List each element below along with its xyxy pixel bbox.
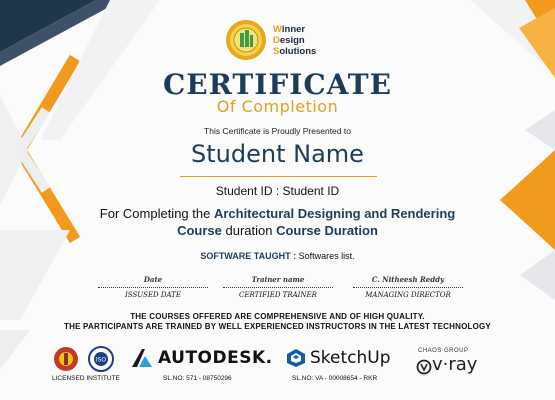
company-logo: [225, 18, 316, 62]
logo-text-solutions: olutions: [279, 45, 317, 57]
government-emblem-icon: [53, 346, 79, 372]
logo-text-winner: inner: [281, 23, 306, 35]
quality-line-2: THE PARTICIPANTS ARE TRAINED BY WELL EXPERIENCED INSTRUCTORS IN THE LATEST TECHNOLOGY: [64, 322, 491, 331]
completion-prefix: For Completing the: [99, 206, 214, 221]
software-label: SOFTWARE TAUGHT :: [200, 251, 297, 261]
autodesk-logo-icon: [130, 347, 154, 369]
signature-date-caption: ISSUSED DATE: [125, 291, 181, 299]
certificate-title: CERTIFICATE: [163, 68, 392, 101]
software-value: Softwares list.: [296, 251, 355, 261]
seal-logo-icon: [225, 19, 267, 61]
course-duration: Course Duration: [276, 223, 378, 238]
presented-text: This Certificate is Proudly Presented to: [204, 126, 351, 136]
vray-brand: v·ray: [432, 354, 478, 375]
signature-trainer-top: Trainer name: [223, 275, 333, 288]
quality-statement: [0, 312, 555, 332]
chaos-group-label: CHAOS GROUP: [418, 348, 469, 354]
duration-label: duration: [221, 223, 277, 238]
autodesk-serial: SL.NO: 571 - 08750296: [163, 375, 232, 382]
certificate-subtitle: Of Completion: [216, 97, 339, 116]
name-underline: [180, 176, 377, 177]
course-name: Architectural Designing and Rendering: [213, 206, 456, 221]
sketchup-serial: SL.NO: VA - 00008654 - RKR: [292, 375, 378, 382]
logo-initial-s: S: [273, 45, 280, 57]
vray-logo-icon: [416, 357, 432, 377]
quality-line-1: THE COURSES OFFERED ARE COMPREHENSIVE AND OF HIGH QUALITY.: [130, 312, 425, 321]
licensed-institute-caption: LICENSED INSTITUTE: [52, 375, 120, 382]
signature-trainer: [223, 275, 333, 299]
sketchup-brand: SketchUp: [310, 348, 391, 368]
autodesk-brand: AUTODESK.: [158, 348, 273, 368]
logo-initial-d: D: [273, 34, 280, 46]
student-id: Student ID : Student ID: [215, 184, 340, 198]
completion-statement: [0, 205, 555, 239]
sketchup-logo-icon: [286, 348, 306, 368]
iso-badge-icon: [88, 346, 114, 372]
signature-director-caption: MANAGING DIRECTOR: [365, 291, 451, 299]
signature-date: [98, 275, 208, 299]
student-name: Student Name: [191, 140, 364, 168]
signature-date-top: Date: [98, 275, 208, 288]
svg-text:ISO: ISO: [95, 356, 107, 364]
course-word: Course: [177, 223, 222, 238]
logo-initial-w: W: [273, 23, 282, 35]
signature-director: [353, 275, 463, 299]
signature-director-top: C. Nitheesh Reddy: [353, 275, 463, 288]
software-taught: [0, 251, 555, 261]
signature-trainer-caption: CERTIFIED TRAINER: [239, 291, 317, 299]
logo-text-design: esign: [279, 34, 305, 46]
